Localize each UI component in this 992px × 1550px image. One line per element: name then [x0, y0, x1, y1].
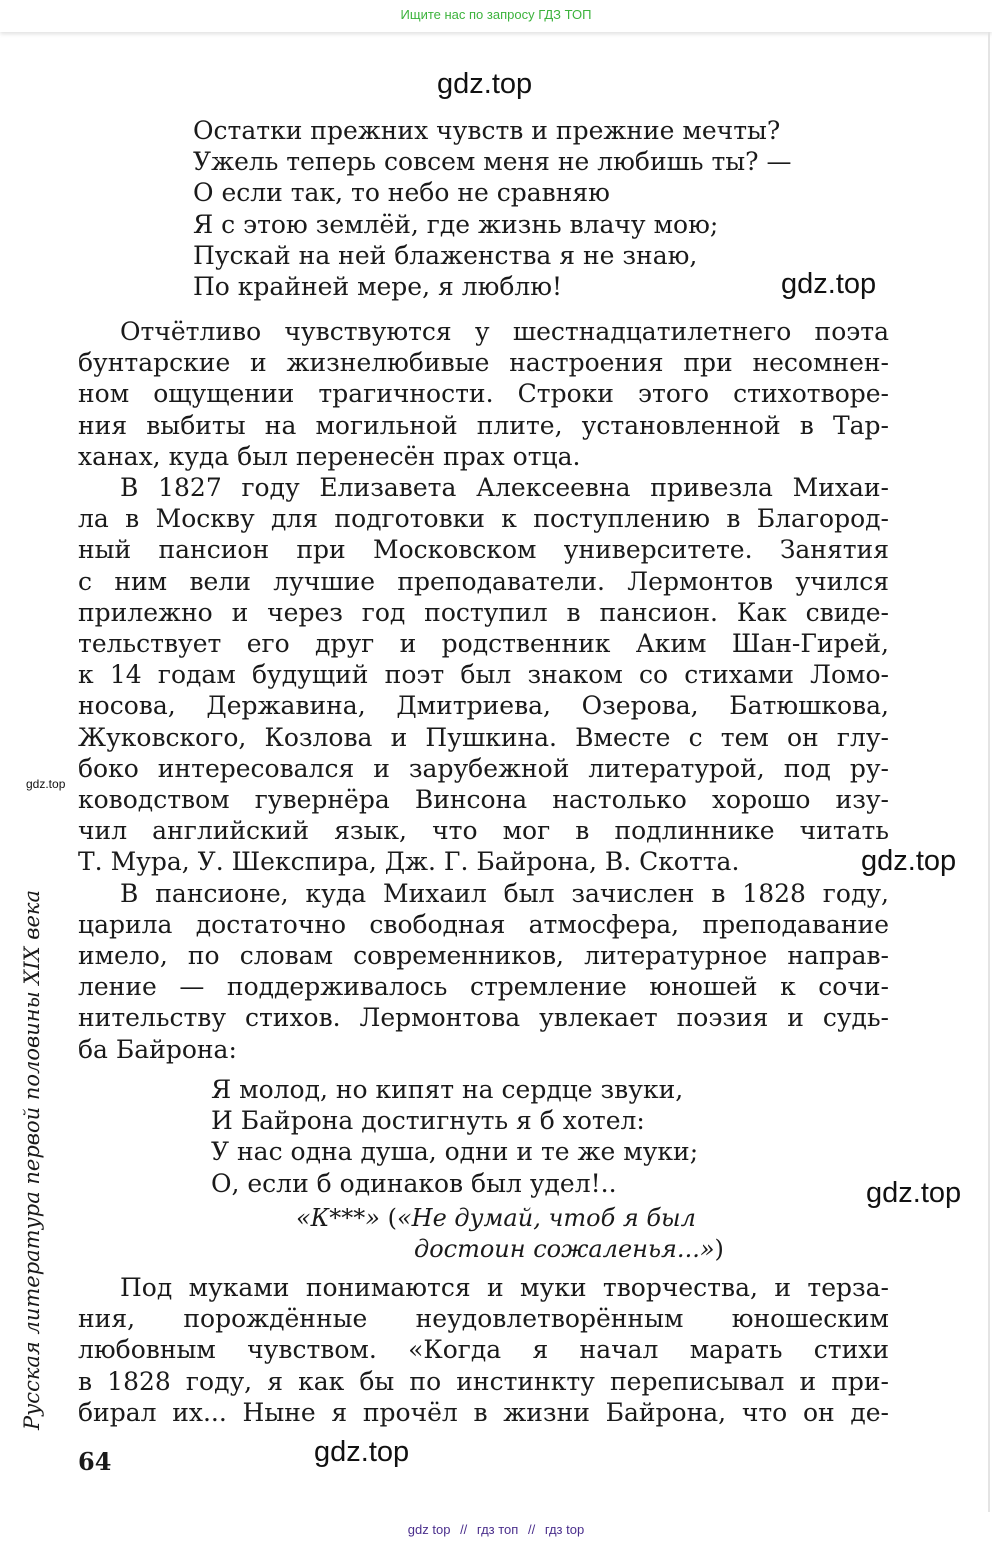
citation-paren-open: ( — [379, 1204, 397, 1232]
text-line: ном ощущении трагичности. Строки этого стихотворе- — [78, 379, 889, 409]
page-edge-divider — [988, 32, 990, 1512]
poem-line: О если так, то небо не сравняю — [193, 178, 610, 208]
text-line: к 14 годам будущий поэт был знаком со стихами Ломо- — [78, 660, 889, 690]
poem-line: Остатки прежних чувств и прежние мечты? — [193, 116, 781, 145]
footer-separator: // — [527, 1522, 536, 1537]
poem-citation-line-1 — [296, 1203, 696, 1234]
poem-line: О, если б одинаков был удел!.. — [211, 1168, 617, 1198]
poem-line: Ужель теперь совсем меня не любишь ты? — — [193, 147, 792, 177]
poem-citation-line-2 — [414, 1234, 724, 1265]
footer-link[interactable]: гдз топ — [476, 1522, 519, 1537]
poem-line: У нас одна душа, одни и те же муки; — [211, 1137, 699, 1167]
text-line: ханах, куда был перенесён прах отца. — [78, 441, 581, 471]
text-line: бунтарские и жизнелюбивые настроения при несомнен- — [78, 348, 889, 378]
text-line: ла в Москву для подготовки к поступлению в Благород- — [78, 504, 889, 534]
text-line: любовным чувством. «Когда я начал марать стихи — [78, 1335, 889, 1365]
poem-excerpt-1 — [193, 115, 792, 302]
citation-subtitle: «Не думай, чтоб я был — [396, 1204, 696, 1232]
text-line: В 1827 году Елизавета Алексеевна привезла Михаи- — [120, 473, 889, 503]
footer-separator: // — [460, 1522, 468, 1537]
text-line: Т. Мура, У. Шекспира, Дж. Г. Байрона, В. Скотта. — [78, 847, 740, 877]
text-line: ния, порождённые неудовлетворённым юношеским — [78, 1304, 889, 1334]
text-line: Под муками понимаются и муки творчества, и терза- — [120, 1273, 889, 1302]
text-line: ния выбиты на могильной плите, установленной в Тар- — [78, 410, 889, 440]
text-line: чил английский язык, что мог в подлиннике читать — [78, 816, 889, 846]
body-text-1 — [78, 316, 889, 1065]
footer-link[interactable]: гдз top — [544, 1522, 585, 1537]
banner-text: Ищите нас по запросу ГДЗ ТОП — [400, 7, 592, 22]
poem-line: По крайней мере, я люблю! — [193, 272, 563, 302]
watermark: gdz.top — [861, 845, 957, 877]
poem-line: И Байрона достигнуть я б хотел: — [211, 1106, 645, 1136]
text-line: тельствует его друг и родственник Аким Шан-Гирей, — [78, 629, 889, 659]
text-line: В пансионе, куда Михаил был зачислен в 1828 году, — [120, 878, 889, 908]
footer-links — [0, 1522, 992, 1537]
watermark: gdz.top — [26, 777, 66, 791]
text-line: прилежно и через год поступил в пансион. Как свиде- — [78, 597, 889, 627]
running-section-title: Русская литература первой половины XIX века — [20, 890, 44, 1430]
poem-line: Я с этою землёй, где жизнь влачу мою; — [193, 209, 719, 239]
poem-excerpt-2 — [211, 1074, 698, 1199]
text-line: ба Байрона: — [78, 1034, 237, 1064]
poem-line: Я молод, но кипят на сердце звуки, — [211, 1075, 684, 1104]
page-number: 64 — [78, 1447, 112, 1476]
text-line: ководством гувернёра Винсона настолько хорошо изу- — [78, 785, 889, 815]
poem-line: Пускай на ней блаженства я не знаю, — [193, 240, 698, 270]
text-line: бирал их... Ныне я прочёл в жизни Байрона, что он де- — [78, 1397, 889, 1427]
text-line: носова, Державина, Дмитриева, Озерова, Батюшкова, — [78, 691, 889, 721]
text-line: в 1828 году, я как бы по инстинкту переписывал и при- — [78, 1366, 889, 1396]
text-line: ный пансион при Московском университете. Занятия — [78, 535, 889, 565]
text-line: нительству стихов. Лермонтова увлекает поэзия и судь- — [78, 1003, 889, 1033]
citation-title: «К***» — [296, 1204, 380, 1232]
text-line: Отчётливо чувствуются у шестнадцатилетнего поэта — [120, 317, 889, 346]
citation-subtitle: достоин сожаленья...» — [414, 1235, 715, 1263]
text-line: Жуковского, Козлова и Пушкина. Вместе с тем он глу- — [78, 722, 889, 752]
text-line: царила достаточно свободная атмосфера, преподавание — [78, 909, 889, 939]
watermark: gdz.top — [866, 1177, 962, 1209]
watermark: gdz.top — [437, 68, 533, 100]
text-line: с ним вели лучшие преподаватели. Лермонтов учился — [78, 566, 889, 596]
body-text-2 — [78, 1272, 889, 1428]
watermark: gdz.top — [781, 268, 877, 300]
text-line: имело, по словам современников, литературное направ- — [78, 941, 889, 971]
footer-link[interactable]: gdz top — [407, 1522, 451, 1537]
citation-paren-close: ) — [714, 1235, 724, 1263]
top-banner — [0, 0, 992, 32]
watermark: gdz.top — [314, 1436, 410, 1468]
text-line: ление — поддерживалось стремление юношей к сочи- — [78, 972, 889, 1002]
text-line: боко интересовался и зарубежной литературой, под ру- — [78, 753, 889, 783]
